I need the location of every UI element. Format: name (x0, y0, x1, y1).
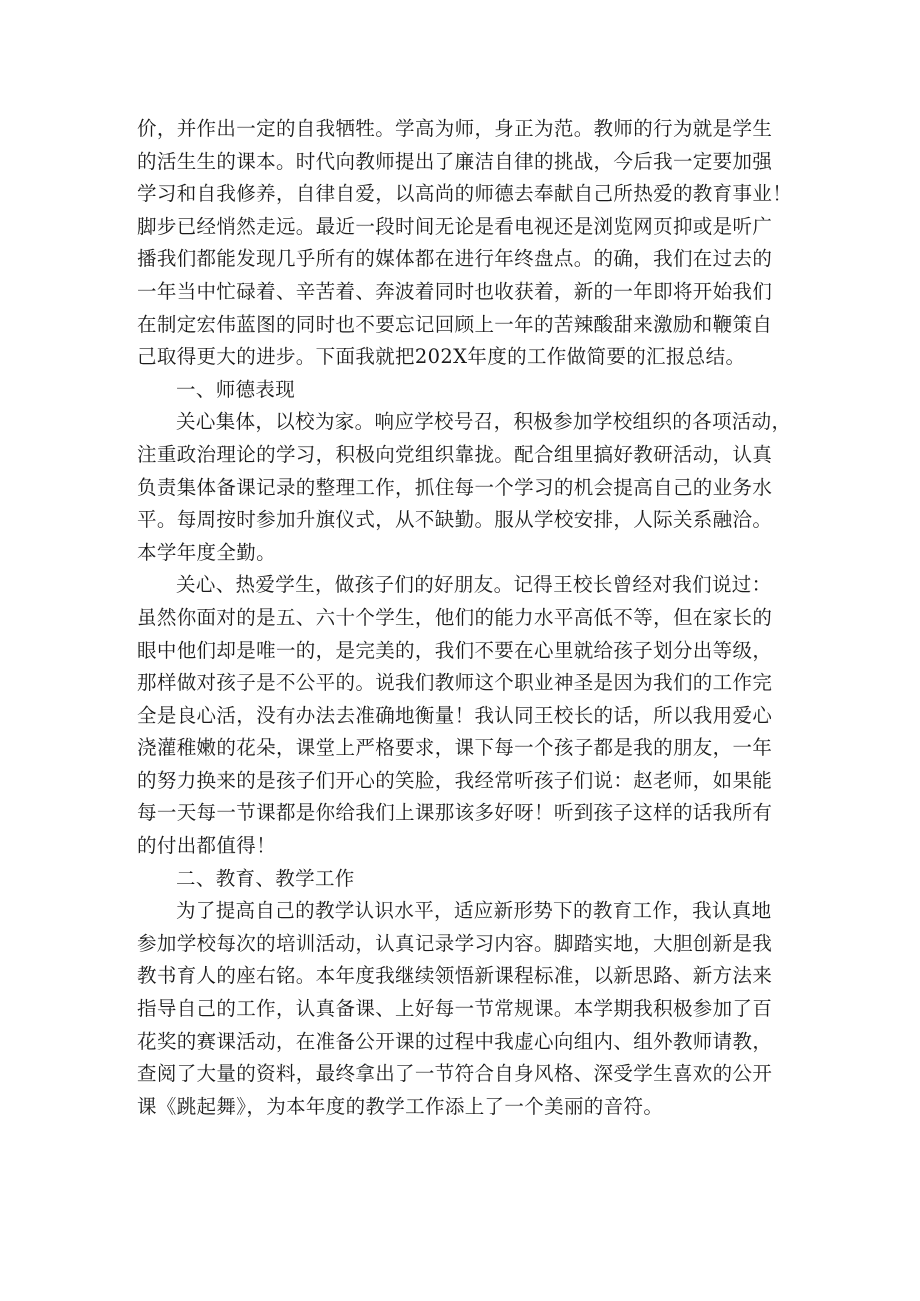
text-line: 为了提高自己的教学认识水平，适应新形势下的教育工作，我认真地 (176, 899, 772, 923)
document-body (137, 113, 793, 1123)
text-line: 眼中他们却是唯一的，是完美的，我们不要在心里就给孩子划分出等级， (137, 638, 773, 662)
text-line: 参加学校每次的培训活动，认真记录学习内容。脚踏实地，大胆创新是我 (137, 931, 773, 955)
text-line: 负责集体备课记录的整理工作，抓住每一个学习的机会提高自己的业务水 (137, 475, 773, 499)
text-line: 指导自己的工作，认真备课、上好每一节常规课。本学期我积极参加了百 (137, 997, 773, 1021)
text-line: 全是良心活，没有办法去准确地衡量！我认同王校长的话，所以我用爱心 (137, 703, 773, 727)
text-line: 关心、热爱学生，做孩子们的好朋友。记得王校长曾经对我们说过： (176, 573, 772, 597)
text-line: 那样做对孩子是不公平的。说我们教师这个职业神圣是因为我们的工作完 (137, 671, 773, 695)
text-line: 花奖的赛课活动，在准备公开课的过程中我虚心向组内、组外教师请教， (137, 1029, 773, 1053)
section-heading-ethics: 一、师德表现 (176, 377, 296, 401)
ethics-paragraph-1 (137, 406, 792, 569)
text-line: 每一天每一节课都是你给我们上课那该多好呀！听到孩子这样的话我所有 (137, 801, 773, 825)
text-line: 价，并作出一定的自我牺牲。学高为师，身正为范。教师的行为就是学生 (137, 117, 773, 140)
ethics-paragraph-2 (137, 569, 787, 862)
text-line: 播我们都能发现几乎所有的媒体都在进行年终盘点。的确，我们在过去的 (137, 247, 773, 271)
text-line: 在制定宏伟蓝图的同时也不要忘记回顾上一年的苦辣酸甜来激励和鞭策自 (137, 312, 773, 336)
text-line: 注重政治理论的学习，积极向党组织靠拢。配合组里搞好教研活动，认真 (137, 442, 773, 466)
text-line: 虽然你面对的是五、六十个学生，他们的能力水平高低不等，但在家长的 (137, 605, 773, 629)
text-line: 的付出都值得！ (137, 834, 276, 858)
section-heading-teaching: 二、教育、教学工作 (176, 866, 355, 890)
text-line: 关心集体，以校为家。响应学校号召，积极参加学校组织的各项活动， (176, 410, 792, 434)
text-line: 己取得更大的进步。下面我就把202X年度的工作做简要的汇报总结。 (137, 345, 746, 369)
teaching-paragraph-1 (137, 895, 787, 1123)
text-line: 脚步已经悄然走远。最近一段时间无论是看电视还是浏览网页抑或是听广 (137, 214, 773, 238)
text-line: 浇灌稚嫩的花朵，课堂上严格要求，课下每一个孩子都是我的朋友，一年 (137, 736, 773, 760)
text-line: 课《跳起舞》，为本年度的教学工作添上了一个美丽的音符。 (137, 1094, 664, 1118)
text-line: 教书育人的座右铭。本年度我继续领悟新课程标准，以新思路、新方法来 (137, 964, 773, 988)
text-line: 的努力换来的是孩子们开心的笑脸，我经常听孩子们说：赵老师，如果能 (137, 768, 773, 792)
text-line: 的活生生的课本。时代向教师提出了廉洁自律的挑战，今后我一定要加强 (137, 149, 773, 173)
text-line: 平。每周按时参加升旗仪式，从不缺勤。服从学校安排，人际关系融洽。 (137, 508, 773, 532)
text-line: 本学年度全勤。 (137, 540, 276, 564)
intro-paragraph (137, 113, 793, 374)
text-line: 查阅了大量的资料，最终拿出了一节符合自身风格、深受学生喜欢的公开 (137, 1062, 773, 1086)
text-line: 一年当中忙碌着、辛苦着、奔波着同时也收获着，新的一年即将开始我们 (137, 279, 773, 303)
text-line: 学习和自我修养，自律自爱，以高尚的师德去奉献自己所热爱的教育事业！ (137, 182, 793, 206)
